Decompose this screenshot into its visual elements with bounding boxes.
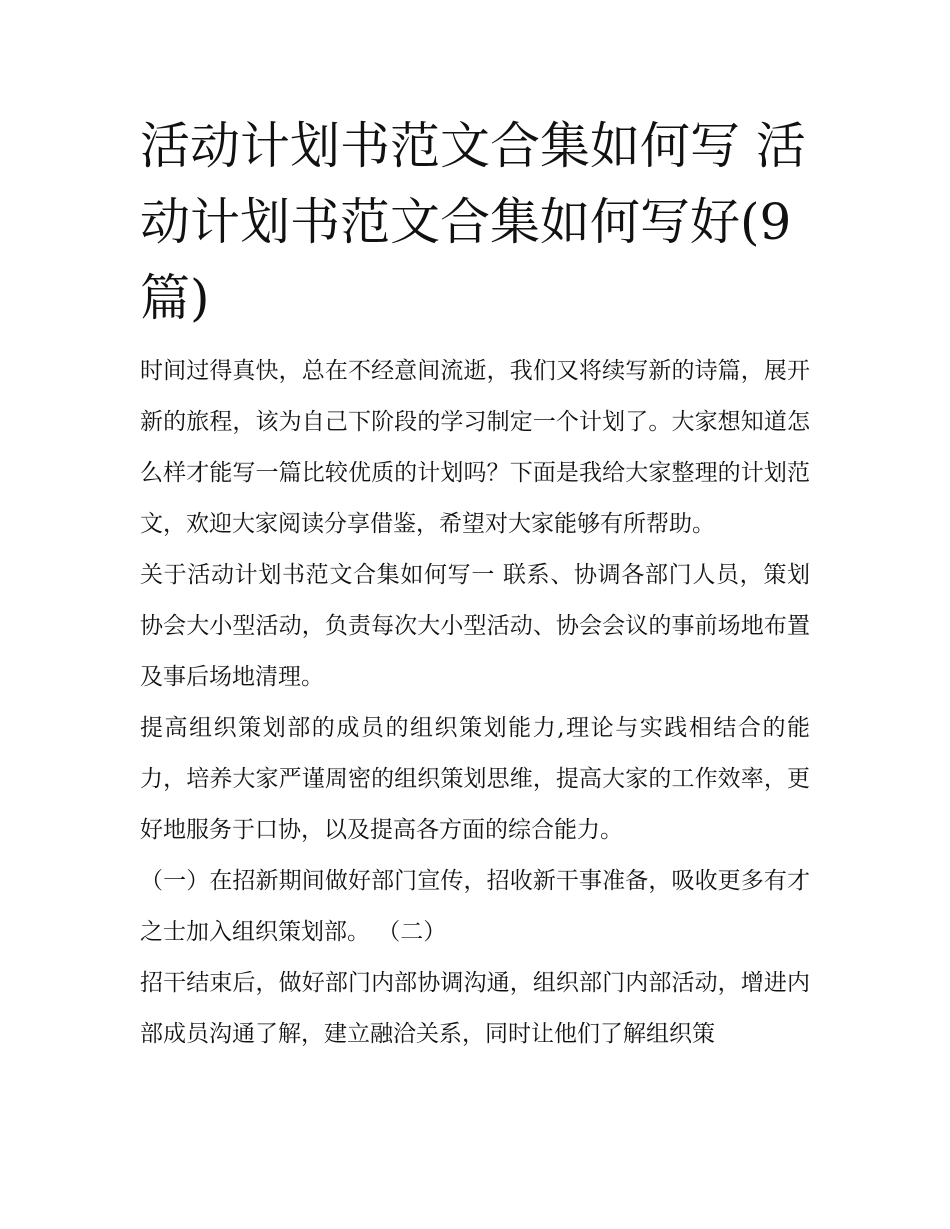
paragraph-section-one: 关于活动计划书范文合集如何写一 联系、协调各部门人员，策划协会大小型活动，负责每次大小型活动、协会会议的事前场地布置及事后场地清理。 [140, 562, 810, 690]
paragraph-intro: 时间过得真快，总在不经意间流逝，我们又将续写新的诗篇，展开新的旅程，该为自己下阶段的学习制定一个计划了。大家想知道怎么样才能写一篇比较优质的计划吗？下面是我给大家整理的计划范文，欢迎大家阅读分享借鉴，希望对大家能够有所帮助。 [140, 358, 810, 537]
paragraph-coordination: 招干结束后，做好部门内部协调沟通，组织部门内部活动，增进内部成员沟通了解，建立融洽关系，同时让他们了解组织策 [140, 970, 810, 1047]
document-title: 活动计划书范文合集如何写 活动计划书范文合集如何写好(9篇) [140, 117, 806, 327]
paragraph-recruitment: （一）在招新期间做好部门宣传，招收新干事准备，吸收更多有才之士加入组织策划部。 （二） [140, 868, 810, 945]
paragraph-goals: 提高组织策划部的成员的组织策划能力,理论与实践相结合的能力，培养大家严谨周密的组织策划思维，提高大家的工作效率，更好地服务于口协，以及提高各方面的综合能力。 [140, 715, 810, 843]
document-body [140, 108, 820, 1060]
